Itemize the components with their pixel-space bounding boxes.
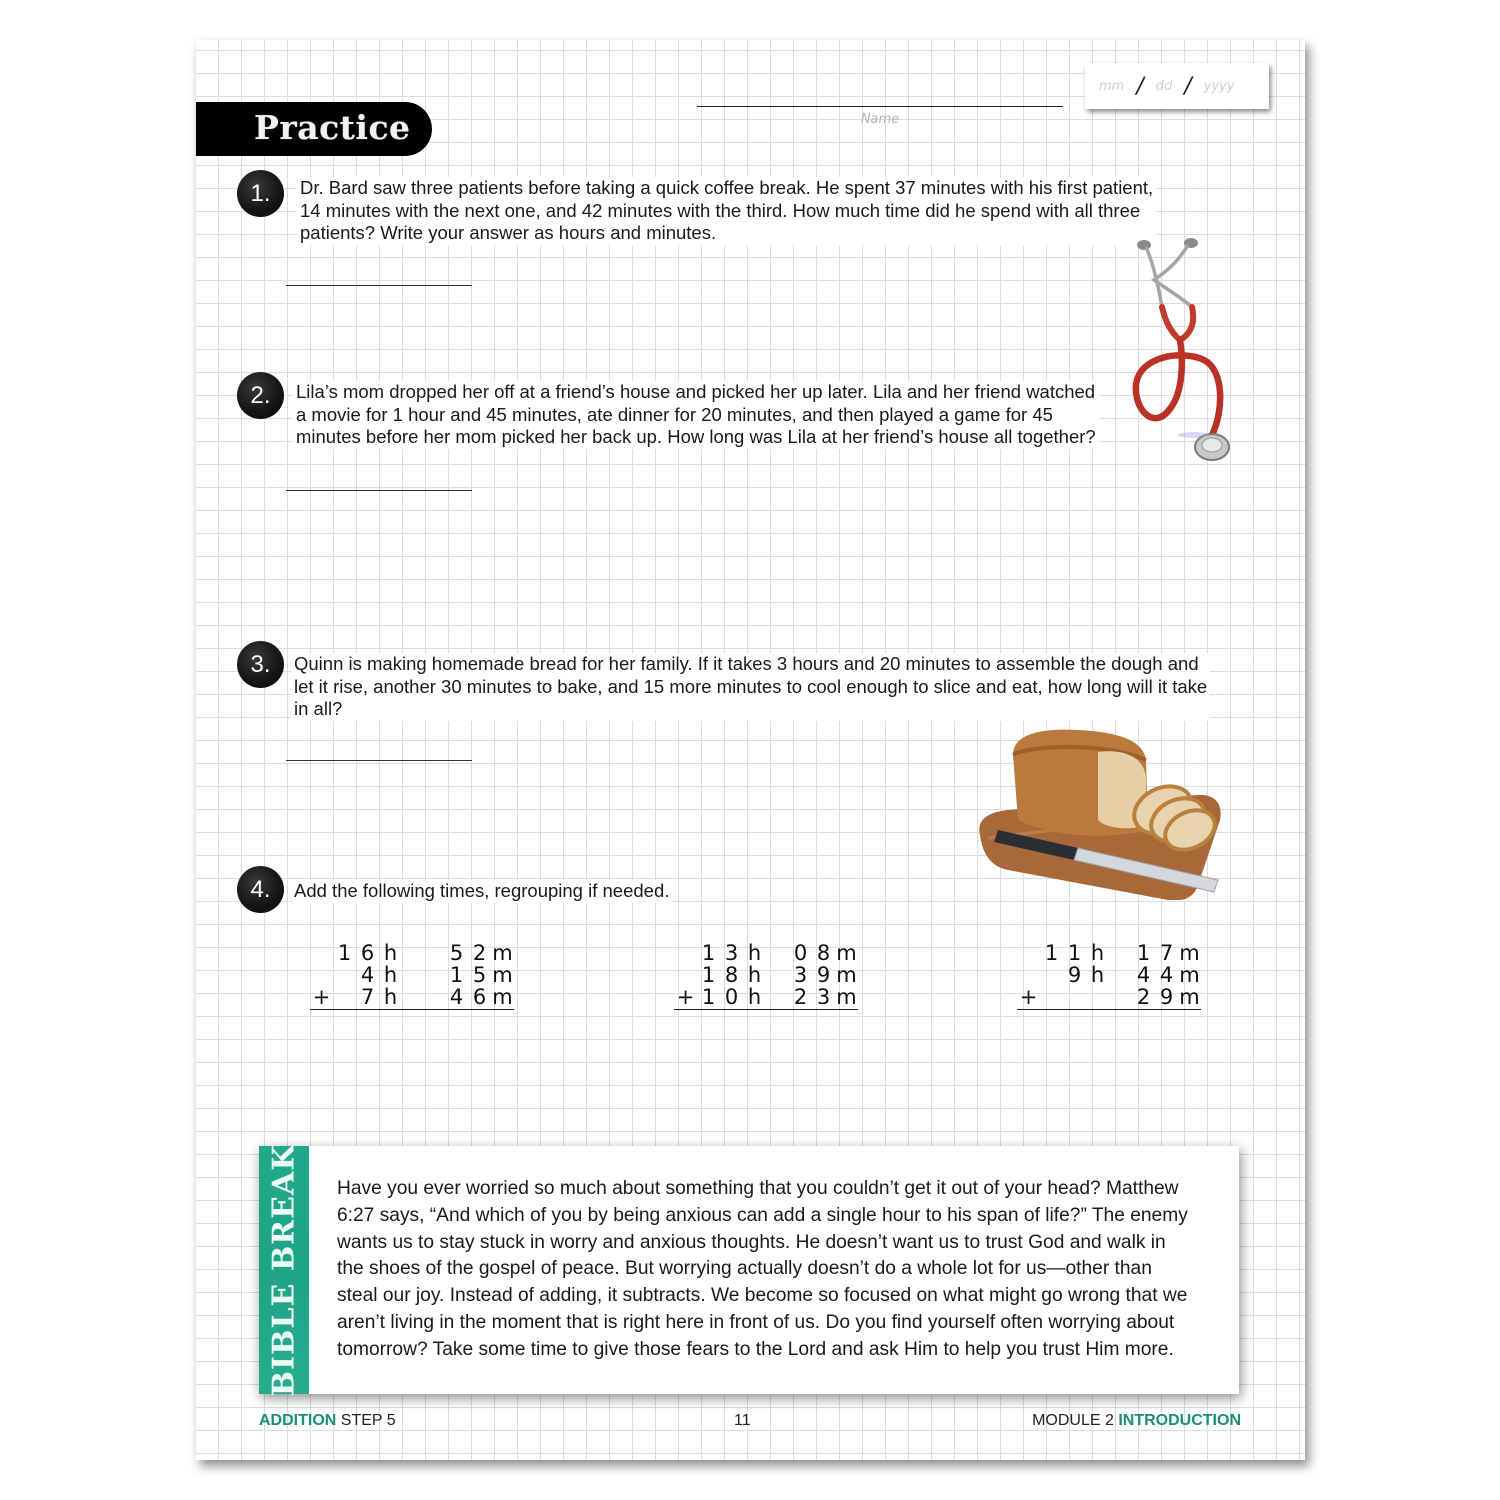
addition-problem-3 — [1017, 942, 1201, 1010]
minutes-ones-digit: 9 — [816, 963, 831, 987]
text-line: Lila’s mom dropped her off at a friend’s house and picked her up later. Lila and her friend watched — [296, 381, 1096, 402]
question-number-badge: 2. — [237, 372, 284, 419]
bible-break-tab — [259, 1143, 309, 1397]
hours-unit: h — [747, 985, 762, 1009]
question-3-text — [291, 653, 1210, 721]
minutes-tens-digit: 4 — [449, 985, 464, 1009]
hours-tens-digit: 1 — [337, 941, 352, 965]
minutes-tens-digit: 5 — [449, 941, 464, 965]
addition-problem-1 — [310, 942, 514, 1010]
addend-row — [1017, 942, 1201, 964]
minutes-tens-digit: 2 — [1136, 985, 1151, 1009]
answer-line-q3[interactable] — [286, 760, 472, 761]
text-line: a movie for 1 hour and 45 minutes, ate dinner for 20 minutes, and then played a game for 45 — [296, 403, 1053, 425]
addend-row — [310, 942, 514, 964]
minutes-unit: m — [1179, 941, 1200, 965]
minutes-ones-digit: 7 — [1159, 941, 1174, 965]
text-line: the shoes of the gospel of peace. But worrying actually doesn’t do a whole lot for us—other than — [337, 1258, 1152, 1280]
hours-ones-digit: 3 — [724, 941, 739, 965]
addend-row — [1017, 986, 1201, 1008]
minutes-unit: m — [492, 985, 513, 1009]
text-line: wants us to stay stuck in worry and anxious thoughts. He doesn’t want us to trust God and walk in — [337, 1231, 1166, 1253]
text-line: steal our joy. Instead of adding, it subtracts. We become so focused on what might go wrong that we — [337, 1285, 1188, 1307]
text-line: Dr. Bard saw three patients before taking a quick coffee break. He spent 37 minutes with his first patient, — [300, 177, 1154, 198]
minutes-unit: m — [492, 941, 513, 965]
hours-unit-empty — [1086, 986, 1109, 1008]
date-day-placeholder: dd — [1155, 78, 1173, 94]
bible-break-text — [337, 1176, 1217, 1364]
operator-sign: + — [312, 985, 331, 1009]
hours-ones-digit: 4 — [360, 963, 375, 987]
operator-sign — [310, 942, 333, 964]
minutes-ones-digit: 6 — [472, 985, 487, 1009]
minutes-unit: m — [1179, 985, 1200, 1009]
text-line: 6:27 says, “And which of you by being anxious can add a single hour to his span of life?” The enemy — [337, 1204, 1188, 1226]
operator-sign — [674, 942, 697, 964]
text-line: Quinn is making homemade bread for her family. If it takes 3 hours and 20 minutes to assemble the dough and — [294, 653, 1199, 674]
minutes-unit: m — [492, 963, 513, 987]
question-number-badge: 1. — [237, 170, 284, 217]
operator-sign: + — [1019, 985, 1038, 1009]
answer-line-q2[interactable] — [286, 490, 472, 491]
text-line: patients? Write your answer as hours and minutes. — [300, 222, 717, 244]
minutes-unit: m — [836, 985, 857, 1009]
bible-break-title: BIBLE BREAK — [266, 1143, 302, 1397]
date-month-placeholder: mm — [1099, 78, 1125, 94]
operator-sign — [310, 964, 333, 986]
minutes-tens-digit: 1 — [1136, 941, 1151, 965]
text-line: 14 minutes with the next one, and 42 minutes with the third. How much time did he spend with all three — [300, 199, 1141, 221]
addend-row — [1017, 964, 1201, 986]
hours-unit: h — [747, 941, 762, 965]
operator-sign — [1017, 942, 1040, 964]
text-line: minutes before her mom picked her back up. How long was Lila at her friend’s house all together? — [296, 426, 1096, 448]
answer-line-q1[interactable] — [286, 285, 472, 286]
sum-line[interactable] — [1017, 1009, 1201, 1010]
footer-left — [259, 1412, 396, 1430]
hours-unit: h — [1090, 963, 1105, 987]
addend-row — [674, 986, 858, 1008]
text-line: let it rise, another 30 minutes to bake, and 15 more minutes to cool enough to slice and eat, how long will it take — [294, 675, 1208, 697]
footer-right — [1032, 1412, 1241, 1430]
minutes-ones-digit: 5 — [472, 963, 487, 987]
minutes-ones-digit: 8 — [816, 941, 831, 965]
hours-tens-digit — [1040, 964, 1063, 986]
minutes-ones-digit: 9 — [1159, 985, 1174, 1009]
hours-tens-digit — [333, 986, 356, 1008]
hours-unit: h — [383, 963, 398, 987]
hours-tens-digit — [333, 964, 356, 986]
footer-step: STEP 5 — [340, 1412, 396, 1429]
minutes-ones-digit: 3 — [816, 985, 831, 1009]
name-label: Name — [860, 112, 900, 127]
question-1-text — [297, 177, 1156, 245]
hours-tens-digit — [1040, 986, 1063, 1008]
minutes-unit: m — [836, 963, 857, 987]
section-title: Practice — [254, 108, 411, 147]
date-separator: / — [1184, 73, 1192, 99]
name-field[interactable] — [697, 106, 1063, 107]
worksheet-page — [196, 40, 1305, 1460]
minutes-tens-digit: 2 — [793, 985, 808, 1009]
addend-row — [674, 942, 858, 964]
operator-sign — [1017, 964, 1040, 986]
text-line: Have you ever worried so much about something that you couldn’t get it out of your head? Matthew — [337, 1178, 1179, 1199]
hours-unit: h — [383, 941, 398, 965]
question-number-badge: 3. — [237, 641, 284, 688]
hours-ones-digit: 9 — [1067, 963, 1082, 987]
minutes-tens-digit: 1 — [449, 963, 464, 987]
bread-icon — [968, 720, 1228, 900]
date-field[interactable] — [1085, 63, 1269, 109]
hours-tens-digit: 1 — [701, 985, 716, 1009]
question-4-text: Add the following times, regrouping if needed. — [291, 880, 672, 903]
hours-unit: h — [1090, 941, 1105, 965]
hours-tens-digit: 1 — [701, 941, 716, 965]
date-year-placeholder: yyyy — [1203, 78, 1235, 94]
minutes-ones-digit: 4 — [1159, 963, 1174, 987]
question-2-text — [293, 381, 1099, 449]
footer-section: INTRODUCTION — [1118, 1412, 1241, 1429]
operator-sign — [674, 964, 697, 986]
footer-module: MODULE 2 — [1032, 1412, 1114, 1429]
addend-row — [674, 964, 858, 986]
footer-subject: ADDITION — [259, 1412, 337, 1429]
hours-ones-digit: 0 — [724, 985, 739, 1009]
sum-line[interactable] — [674, 1009, 858, 1010]
sum-line[interactable] — [310, 1009, 514, 1010]
hours-ones-digit — [1063, 986, 1086, 1008]
text-line: aren’t living in the moment that is right here in front of us. Do you find yourself often worrying about — [337, 1311, 1175, 1333]
text-line: in all? — [294, 698, 343, 720]
bible-break-box — [259, 1143, 1239, 1397]
operator-sign: + — [676, 985, 695, 1009]
minutes-tens-digit: 4 — [1136, 963, 1151, 987]
date-separator: / — [1136, 73, 1144, 99]
minutes-tens-digit: 0 — [793, 941, 808, 965]
hours-tens-digit: 1 — [701, 963, 716, 987]
practice-banner — [196, 102, 432, 156]
minutes-tens-digit: 3 — [793, 963, 808, 987]
minutes-unit: m — [836, 941, 857, 965]
hours-ones-digit: 6 — [360, 941, 375, 965]
page-number: 11 — [734, 1412, 751, 1429]
hours-unit: h — [747, 963, 762, 987]
addition-problem-2 — [674, 942, 858, 1010]
hours-unit: h — [383, 985, 398, 1009]
stethoscope-icon — [1124, 235, 1264, 470]
minutes-unit: m — [1179, 963, 1200, 987]
minutes-ones-digit: 2 — [472, 941, 487, 965]
addend-row — [310, 986, 514, 1008]
text-line: tomorrow? Take some time to give those fears to the Lord and ask Him to help you trust Him more. — [337, 1338, 1174, 1360]
hours-ones-digit: 1 — [1067, 941, 1082, 965]
hours-ones-digit: 8 — [724, 963, 739, 987]
question-number-badge: 4. — [237, 866, 284, 913]
hours-ones-digit: 7 — [360, 985, 375, 1009]
hours-tens-digit: 1 — [1044, 941, 1059, 965]
addend-row — [310, 964, 514, 986]
